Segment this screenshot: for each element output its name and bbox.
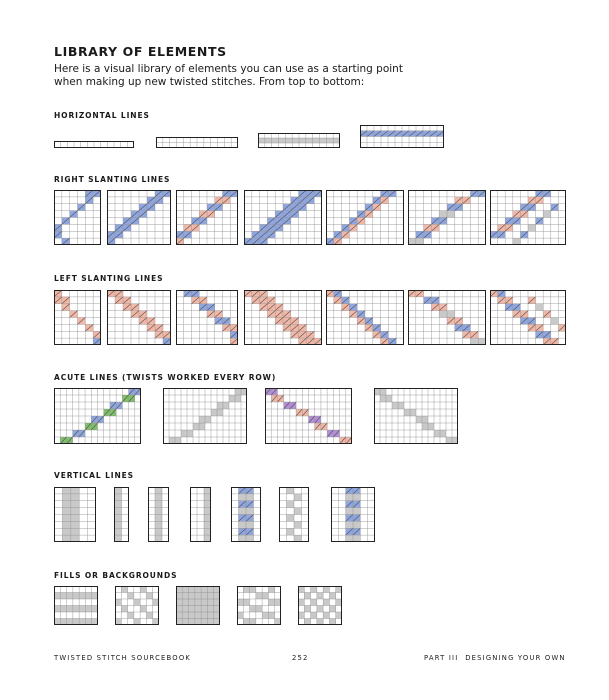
stitch-cell [470, 338, 478, 345]
stitch-cell [353, 494, 360, 501]
stitch-cell [239, 521, 247, 528]
stitch-cell [79, 593, 85, 600]
stitch-cell [195, 612, 201, 619]
stitch-cell [155, 521, 162, 528]
stitch-cell [155, 487, 162, 494]
chart-acute-2 [163, 388, 247, 444]
stitch-cell [114, 508, 122, 515]
stitch-cell [239, 508, 247, 515]
stitch-cell [333, 138, 340, 143]
stitch-cell [404, 409, 410, 416]
stitch-cell [79, 606, 85, 613]
stitch-cell [447, 311, 455, 318]
stitch-cell [246, 535, 254, 542]
heading-fills-or-backgrounds: FILLS OR BACKGROUNDS [54, 571, 178, 580]
stitch-cell [287, 487, 295, 494]
stitch-cell [416, 238, 424, 245]
stitch-cell [155, 494, 162, 501]
stitch-cell [246, 508, 254, 515]
stitch-cell [223, 402, 229, 409]
intro-paragraph: Here is a visual library of elements you can use as a starting point when making up new twisted stitches. From top to bottom: [54, 63, 403, 88]
stitch-cell [446, 437, 452, 444]
stitch-cell [204, 528, 211, 535]
stitch-cell [205, 416, 211, 423]
stitch-cell [182, 606, 188, 613]
stitch-cell [256, 593, 262, 600]
stitch-cell [62, 528, 70, 535]
chart-right-slanting-7 [490, 190, 566, 245]
stitch-cell [201, 612, 207, 619]
stitch-cell [207, 606, 213, 613]
stitch-cell [207, 612, 213, 619]
stitch-cell [543, 211, 551, 218]
stitch-cell [204, 535, 211, 542]
stitch-cell [146, 612, 152, 619]
stitch-cell [292, 138, 299, 143]
stitch-cell [128, 593, 134, 600]
chart-vertical-4 [190, 487, 211, 542]
stitch-cell [71, 515, 79, 522]
stitch-cell [71, 508, 79, 515]
stitch-cell [329, 593, 335, 600]
stitch-cell [182, 612, 188, 619]
chart-left-slanting-5 [326, 290, 404, 345]
stitch-cell [146, 593, 152, 600]
stitch-cell [239, 494, 247, 501]
chart-right-slanting-2 [107, 190, 171, 245]
chart-fill-2 [115, 586, 159, 625]
chart-acute-4 [374, 388, 458, 444]
chart-right-slanting-4 [244, 190, 322, 245]
stitch-cell [551, 318, 559, 325]
stitch-cell [181, 430, 187, 437]
stitch-cell [326, 138, 333, 143]
stitch-cell [422, 423, 428, 430]
stitch-cell [422, 416, 428, 423]
chart-left-slanting-2 [107, 290, 171, 345]
stitch-cell [317, 593, 323, 600]
stitch-cell [320, 138, 327, 143]
stitch-cell [346, 521, 353, 528]
stitch-cell [155, 501, 162, 508]
chart-left-slanting-1 [54, 290, 101, 345]
stitch-cell [410, 409, 416, 416]
chart-horizontal-4 [360, 125, 444, 148]
stitch-cell [287, 515, 295, 522]
stitch-cell [60, 593, 66, 600]
stitch-cell [201, 606, 207, 613]
stitch-cell [62, 515, 70, 522]
chart-acute-1 [54, 388, 141, 444]
chart-acute-3 [265, 388, 352, 444]
stitch-cell [62, 487, 70, 494]
stitch-cell [258, 138, 265, 143]
stitch-cell [211, 409, 217, 416]
stitch-cell [169, 437, 175, 444]
stitch-cell [235, 388, 241, 395]
footer-book-title: TWISTED STITCH SOURCEBOOK [54, 654, 192, 662]
chart-vertical-7 [331, 487, 375, 542]
chart-fill-3 [176, 586, 220, 625]
stitch-cell [73, 606, 79, 613]
chart-right-slanting-6 [408, 190, 486, 245]
stitch-cell [195, 593, 201, 600]
stitch-cell [272, 138, 279, 143]
stitch-cell [229, 395, 235, 402]
stitch-cell [346, 508, 353, 515]
stitch-cell [353, 521, 360, 528]
stitch-cell [256, 606, 262, 613]
stitch-cell [313, 138, 320, 143]
stitch-cell [121, 606, 127, 613]
stitch-cell [528, 224, 536, 231]
stitch-cell [380, 388, 386, 395]
stitch-cell [187, 430, 193, 437]
stitch-cell [189, 606, 195, 613]
stitch-cell [134, 599, 140, 606]
stitch-cell [85, 606, 91, 613]
stitch-cell [175, 437, 181, 444]
footer-part-title: PART III DESIGNING YOUR OWN [424, 654, 566, 662]
chart-horizontal-1 [54, 141, 134, 148]
stitch-cell [478, 338, 486, 345]
stitch-cell [262, 593, 268, 600]
stitch-cell [398, 402, 404, 409]
stitch-cell [416, 416, 422, 423]
stitch-cell [71, 528, 79, 535]
stitch-cell [189, 612, 195, 619]
stitch-cell [311, 612, 317, 619]
stitch-cell [268, 599, 274, 606]
stitch-cell [201, 593, 207, 600]
stitch-cell [207, 593, 213, 600]
stitch-cell [195, 599, 201, 606]
stitch-cell [204, 521, 211, 528]
stitch-cell [217, 409, 223, 416]
stitch-cell [323, 599, 329, 606]
stitch-cell [85, 593, 91, 600]
chart-vertical-6 [279, 487, 309, 542]
stitch-cell [62, 521, 70, 528]
chart-right-slanting-1 [54, 190, 101, 245]
chart-vertical-5 [231, 487, 261, 542]
stitch-cell [195, 606, 201, 613]
stitch-cell [346, 494, 353, 501]
chart-left-slanting-4 [244, 290, 322, 345]
stitch-cell [329, 606, 335, 613]
stitch-cell [268, 612, 274, 619]
heading-acute-lines: ACUTE LINES (TWISTS WORKED EVERY ROW) [54, 373, 277, 382]
stitch-cell [114, 515, 122, 522]
stitch-cell [440, 430, 446, 437]
stitch-cell [182, 593, 188, 600]
stitch-cell [304, 606, 310, 613]
stitch-cell [204, 487, 211, 494]
stitch-cell [304, 593, 310, 600]
stitch-cell [62, 508, 70, 515]
stitch-cell [62, 535, 70, 542]
stitch-cell [250, 606, 256, 613]
stitch-cell [204, 515, 211, 522]
stitch-cell [193, 423, 199, 430]
stitch-cell [155, 535, 162, 542]
heading-left-slanting-lines: LEFT SLANTING LINES [54, 274, 164, 283]
chart-fill-4 [237, 586, 281, 625]
chart-right-slanting-3 [176, 190, 238, 245]
stitch-cell [114, 487, 122, 494]
stitch-cell [62, 494, 70, 501]
chart-horizontal-3 [258, 133, 340, 148]
stitch-cell [246, 494, 254, 501]
stitch-cell [265, 138, 272, 143]
stitch-cell [199, 416, 205, 423]
stitch-cell [408, 238, 416, 245]
heading-right-slanting-lines: RIGHT SLANTING LINES [54, 175, 171, 184]
stitch-cell [199, 423, 205, 430]
stitch-cell [67, 606, 73, 613]
stitch-cell [114, 535, 122, 542]
stitch-cell [155, 515, 162, 522]
stitch-cell [71, 535, 79, 542]
stitch-cell [71, 487, 79, 494]
chart-fill-5 [298, 586, 342, 625]
chart-vertical-3 [148, 487, 169, 542]
stitch-cell [323, 612, 329, 619]
chart-vertical-1 [54, 487, 96, 542]
stitch-cell [306, 138, 313, 143]
stitch-cell [128, 612, 134, 619]
stitch-cell [294, 494, 302, 501]
stitch-cell [317, 606, 323, 613]
stitch-cell [155, 528, 162, 535]
stitch-cell [217, 402, 223, 409]
chart-horizontal-2 [156, 137, 238, 148]
stitch-cell [536, 304, 544, 311]
stitch-cell [71, 494, 79, 501]
stitch-cell [428, 423, 434, 430]
stitch-cell [60, 606, 66, 613]
stitch-cell [287, 528, 295, 535]
stitch-cell [71, 501, 79, 508]
stitch-cell [71, 521, 79, 528]
stitch-cell [346, 535, 353, 542]
stitch-cell [182, 599, 188, 606]
stitch-cell [294, 521, 302, 528]
stitch-cell [243, 599, 249, 606]
stitch-cell [287, 501, 295, 508]
stitch-cell [439, 311, 447, 318]
stitch-cell [246, 521, 254, 528]
stitch-cell [299, 138, 306, 143]
stitch-cell [513, 238, 521, 245]
stitch-cell [114, 528, 122, 535]
stitch-cell [235, 395, 241, 402]
stitch-cell [294, 508, 302, 515]
stitch-cell [140, 606, 146, 613]
stitch-cell [311, 599, 317, 606]
stitch-cell [201, 599, 207, 606]
chart-left-slanting-6 [408, 290, 486, 345]
stitch-cell [114, 501, 122, 508]
stitch-cell [353, 508, 360, 515]
stitch-cell [67, 593, 73, 600]
stitch-cell [386, 395, 392, 402]
stitch-cell [279, 138, 286, 143]
stitch-cell [155, 508, 162, 515]
stitch-cell [204, 501, 211, 508]
stitch-cell [285, 138, 292, 143]
stitch-cell [114, 494, 122, 501]
stitch-cell [204, 508, 211, 515]
stitch-cell [439, 211, 447, 218]
stitch-cell [380, 395, 386, 402]
heading-vertical-lines: VERTICAL LINES [54, 471, 134, 480]
stitch-cell [294, 535, 302, 542]
chart-fill-1 [54, 586, 98, 625]
chart-right-slanting-5 [326, 190, 404, 245]
stitch-cell [189, 599, 195, 606]
chart-left-slanting-7 [490, 290, 566, 345]
footer-page-number: 252 [292, 654, 309, 662]
chart-left-slanting-3 [176, 290, 238, 345]
heading-horizontal-lines: HORIZONTAL LINES [54, 111, 150, 120]
stitch-cell [434, 430, 440, 437]
page-title: LIBRARY OF ELEMENTS [54, 44, 227, 59]
stitch-cell [447, 211, 455, 218]
stitch-cell [62, 501, 70, 508]
stitch-cell [207, 599, 213, 606]
stitch-cell [114, 521, 122, 528]
stitch-cell [239, 535, 247, 542]
stitch-cell [204, 494, 211, 501]
stitch-cell [73, 593, 79, 600]
stitch-cell [392, 402, 398, 409]
stitch-cell [189, 593, 195, 600]
stitch-cell [353, 535, 360, 542]
stitch-cell [262, 612, 268, 619]
chart-vertical-2 [114, 487, 129, 542]
